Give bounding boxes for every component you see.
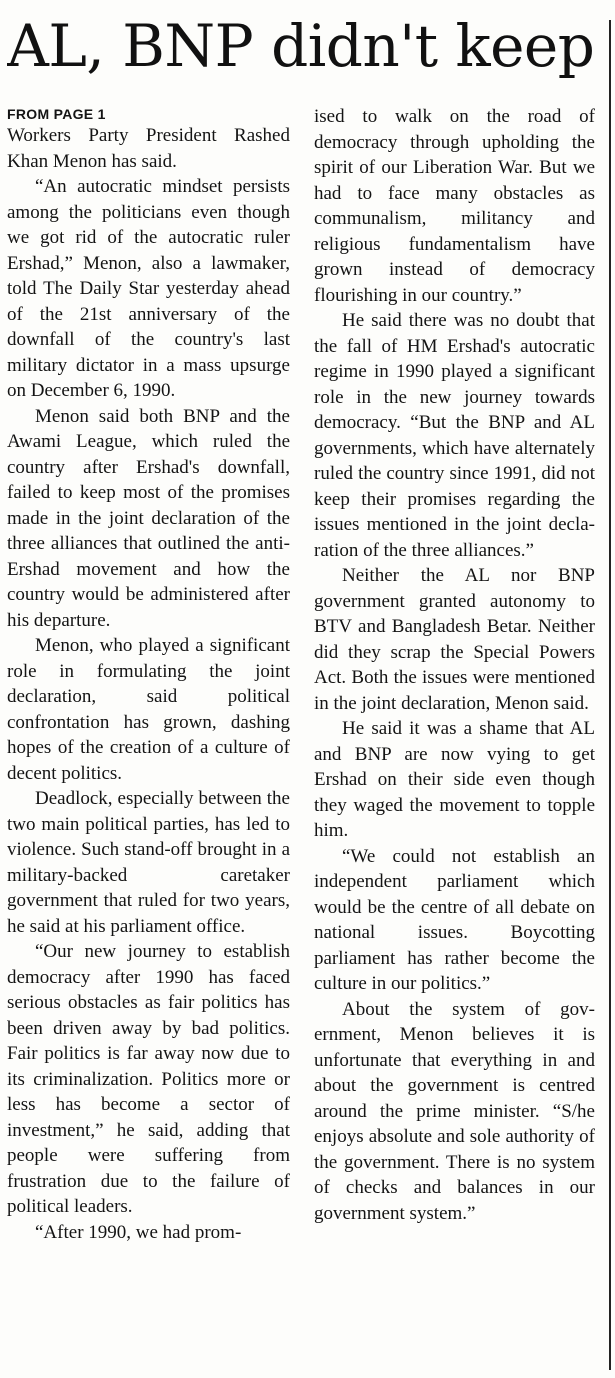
paragraph: “Our new journey to establish democracy after 1990 has faced serious obstacles as fair politics has been driven away by bad politics. Fair politics is far away now due to its criminalization. Politics more or less has become a sector of investment,” he said, adding that people were suffering from frustration due to the failure of political leaders. — [7, 941, 290, 1217]
left-column — [7, 106, 290, 1245]
paragraph: Neither the AL nor BNP government granted autonomy to BTV and Bangladesh Betar. Neither did they scrap the Special Powers Act. Both the issues were mentioned in the joint declaration, Menon said. — [314, 565, 595, 714]
paragraph: Menon, who played a significant role in formulating the joint declaration, said political confrontation has grown, dashing hopes of the creation of a culture of decent politics. — [7, 635, 290, 784]
right-column — [314, 104, 595, 1226]
headline: AL, BNP didn't keep — [7, 12, 595, 80]
paragraph: “An autocratic mindset persists among the politicians even though we got rid of the autocratic ruler Ershad,” Menon, also a lawmaker, told The Daily Star yesterday ahead of the 21st anniversary of the downfall of the country's last military dictator in a mass upsurge on December 6, 1990. — [7, 176, 290, 401]
paragraph: About the system of government, Menon believes it is unfortunate that everything in and about the government is centred around the prime minister. “S/he enjoys absolute and sole authority of the government. There is no system of checks and balances in our government system.” — [314, 998, 595, 1224]
continuation-kicker: FROM PAGE 1 — [7, 106, 106, 122]
paragraph: “We could not establish an independent parliament which would be the centre of all debate on national issues. Boycotting parliament has rather become the culture in our politics.” — [314, 845, 595, 994]
paragraph: ised to walk on the road of democracy through upholding the spirit of our Liberation War. But we had to face many obstacles as communalism, militancy and religious fundamentalism have grown instead of democracy flourishing in our country.” — [314, 106, 595, 306]
paragraph: He said there was no doubt that the fall of HM Ershad's autocratic regime in 1990 played a significant role in the new journey towards democracy. “But the BNP and AL governments, which have alternately ruled the country since 1991, did not keep their promises regarding the issues mentioned in the joint declaration of the three alliances.” — [314, 310, 595, 561]
paragraph: Menon said both BNP and the Awami League, which ruled the country after Ershad's downfall, failed to keep most of the promises made in the joint declaration of the three alliances that outlined the anti-Ershad movement and how the country would be administered after his departure. — [7, 405, 290, 631]
column-edge-rule — [609, 20, 611, 1370]
paragraph: “After 1990, we had prom- — [35, 1221, 242, 1243]
paragraph: Workers Party President Rashed Khan Menon has said. — [7, 125, 290, 172]
paragraph: He said it was a shame that AL and BNP are now vying to get Ershad on their side even though they waged the movement to topple him. — [314, 718, 595, 841]
paragraph: Deadlock, especially between the two main political parties, has led to violence. Such stand-off brought in a military-backed caretaker government that ruled for two years, he said at his parliament office. — [7, 788, 290, 937]
